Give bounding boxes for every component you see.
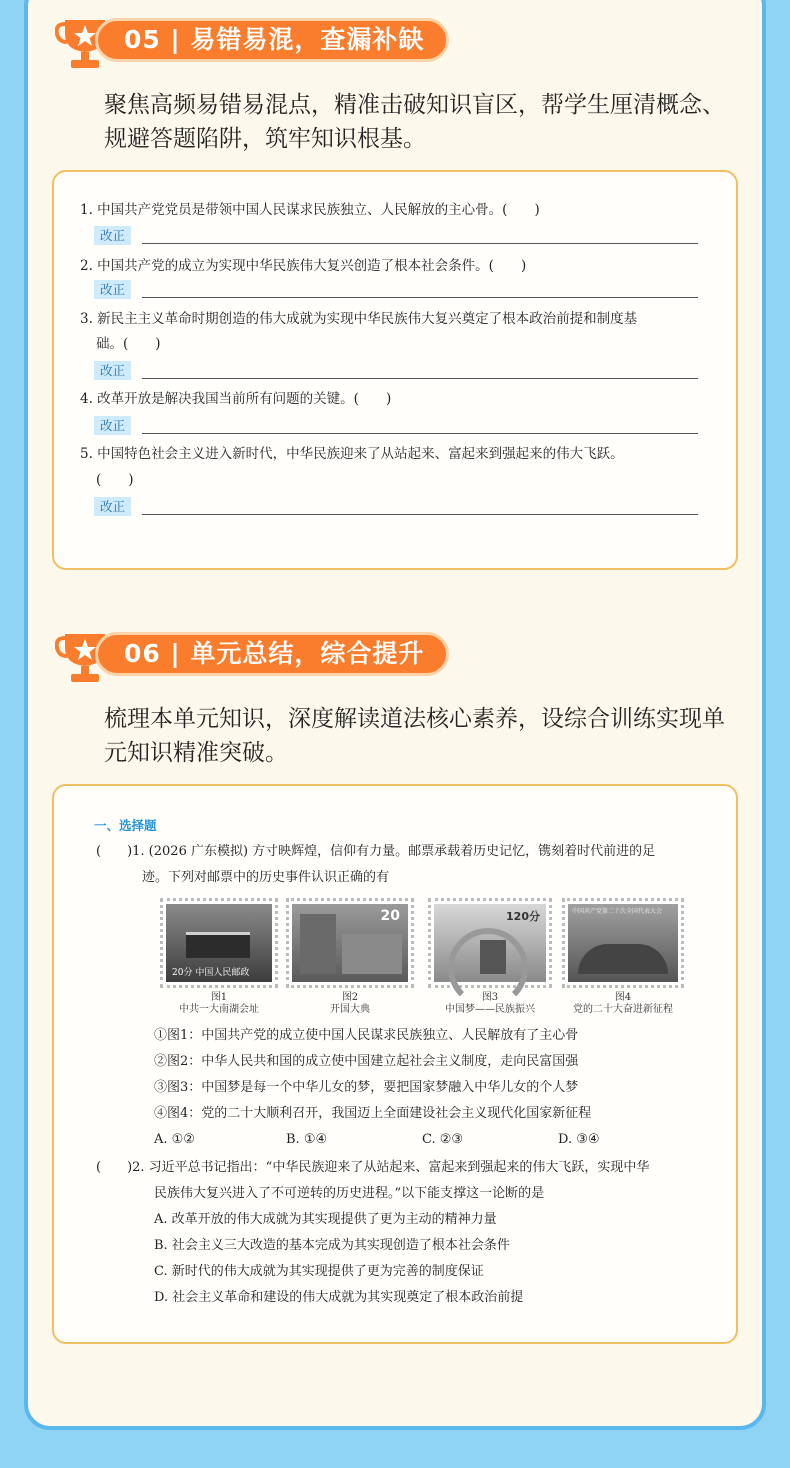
question-3-line1: 3. 新民主主义革命时期创造的伟大成就为实现中华民族伟大复兴奠定了根本政治前提和制度基 bbox=[80, 311, 638, 327]
stamp-figure-2 bbox=[286, 898, 414, 988]
q1-option-b[interactable]: B. ①④ bbox=[286, 1132, 328, 1147]
q1-statement-4: ④图4：党的二十大顺利召开，我国迈上全面建设社会主义现代化国家新征程 bbox=[154, 1106, 592, 1121]
stamp-1-text: 20分 中国人民邮政 bbox=[172, 968, 250, 978]
q2-option-b[interactable]: B. 社会主义三大改造的基本完成为其实现创造了根本社会条件 bbox=[154, 1238, 510, 1253]
q1-line2: 迹。下列对邮票中的历史事件认识正确的有 bbox=[142, 870, 390, 885]
stamp-figure-1 bbox=[160, 898, 278, 988]
q2-option-c[interactable]: C. 新时代的伟大成就为其实现提供了更为完善的制度保证 bbox=[154, 1264, 484, 1279]
q2-line2: 民族伟大复兴进入了不可逆转的历史进程。”以下能支撑这一论断的是 bbox=[154, 1186, 545, 1201]
section-06-title: 06 | 单元总结，综合提升 bbox=[95, 632, 449, 676]
question-1: 1. 中国共产党党员是带领中国人民谋求民族独立、人民解放的主心骨。( ) bbox=[80, 202, 540, 218]
section-06-intro: 梳理本单元知识，深度解读道法核心素养，设综合训练实现单元知识精准突破。 bbox=[104, 706, 725, 766]
question-2: 2. 中国共产党的成立为实现中华民族伟大复兴创造了根本社会条件。( ) bbox=[80, 258, 527, 274]
correction-row-3[interactable] bbox=[94, 361, 698, 381]
correction-line bbox=[142, 243, 698, 244]
question-4: 4. 改革开放是解决我国当前所有问题的关键。( ) bbox=[80, 391, 392, 407]
correction-label: 改正 bbox=[94, 226, 131, 245]
choice-heading: 一、选择题 bbox=[94, 818, 157, 833]
correction-line bbox=[142, 378, 698, 379]
correction-line bbox=[142, 433, 698, 434]
correction-line bbox=[142, 514, 698, 515]
q2-option-d[interactable]: D. 社会主义革命和建设的伟大成就为其实现奠定了根本政治前提 bbox=[154, 1290, 524, 1305]
q1-statement-1: ①图1：中国共产党的成立使中国人民谋求民族独立、人民解放有了主心骨 bbox=[154, 1028, 579, 1043]
figure-4-number: 图4 bbox=[614, 992, 632, 1003]
figure-3-caption: 中国梦——民族振兴 bbox=[445, 1004, 535, 1015]
correction-line bbox=[142, 297, 698, 298]
correction-label: 改正 bbox=[94, 280, 131, 299]
question-3-line2: 础。( ) bbox=[96, 336, 161, 352]
stamp-4-text: 中国共产党第二十次全国代表大会 bbox=[572, 908, 663, 915]
question-5-line2: ( ) bbox=[96, 472, 134, 488]
q2-line1: ( )2. 习近平总书记指出：“中华民族迎来了从站起来、富起来到强起来的伟大飞跃，实现中华 bbox=[96, 1160, 650, 1175]
error-correction-box bbox=[52, 170, 738, 570]
correction-row-2[interactable] bbox=[94, 280, 698, 300]
figure-4-caption: 党的二十大奋进新征程 bbox=[573, 1004, 673, 1015]
q1-option-c[interactable]: C. ②③ bbox=[422, 1132, 464, 1147]
q1-statement-3: ③图3：中国梦是每一个中华儿女的梦，要把国家梦融入中华儿女的个人梦 bbox=[154, 1080, 579, 1095]
q1-statement-2: ②图2：中华人民共和国的成立使中国建立起社会主义制度，走向民富国强 bbox=[154, 1054, 579, 1069]
figure-1-caption: 中共一大南湖会址 bbox=[179, 1004, 259, 1015]
section-06-header bbox=[55, 626, 495, 682]
section-05-title: 05 | 易错易混，查漏补缺 bbox=[95, 18, 449, 62]
q1-option-a[interactable]: A. ①② bbox=[154, 1132, 195, 1147]
figure-1-number: 图1 bbox=[210, 992, 228, 1003]
stamp-2-text: 20 bbox=[380, 908, 400, 924]
correction-row-5[interactable] bbox=[94, 497, 698, 517]
q1-option-d[interactable]: D. ③④ bbox=[558, 1132, 600, 1147]
q2-option-a[interactable]: A. 改革开放的伟大成就为其实现提供了更为主动的精神力量 bbox=[154, 1212, 497, 1227]
figure-2-caption: 开国大典 bbox=[330, 1004, 370, 1015]
stamp-figure-4 bbox=[562, 898, 684, 988]
figure-2-number: 图2 bbox=[341, 992, 359, 1003]
section-05-intro: 聚焦高频易错易混点，精准击破知识盲区，帮学生厘清概念、规避答题陷阱，筑牢知识根基。 bbox=[104, 92, 725, 152]
section-05-header bbox=[55, 12, 495, 68]
question-5-line1: 5. 中国特色社会主义进入新时代，中华民族迎来了从站起来、富起来到强起来的伟大飞跃。 bbox=[80, 446, 624, 462]
correction-label: 改正 bbox=[94, 497, 131, 516]
correction-row-1[interactable] bbox=[94, 226, 698, 246]
unit-summary-box bbox=[52, 784, 738, 1344]
figure-3-number: 图3 bbox=[481, 992, 499, 1003]
correction-row-4[interactable] bbox=[94, 416, 698, 436]
stamp-figure-3 bbox=[428, 898, 552, 988]
q1-line1: ( )1. (2026 广东模拟) 方寸映辉煌，信仰有力量。邮票承载着历史记忆，镌刻着时代前进的足 bbox=[96, 844, 656, 859]
correction-label: 改正 bbox=[94, 416, 131, 435]
correction-label: 改正 bbox=[94, 361, 131, 380]
stamp-3-text: 120分 bbox=[506, 910, 540, 923]
